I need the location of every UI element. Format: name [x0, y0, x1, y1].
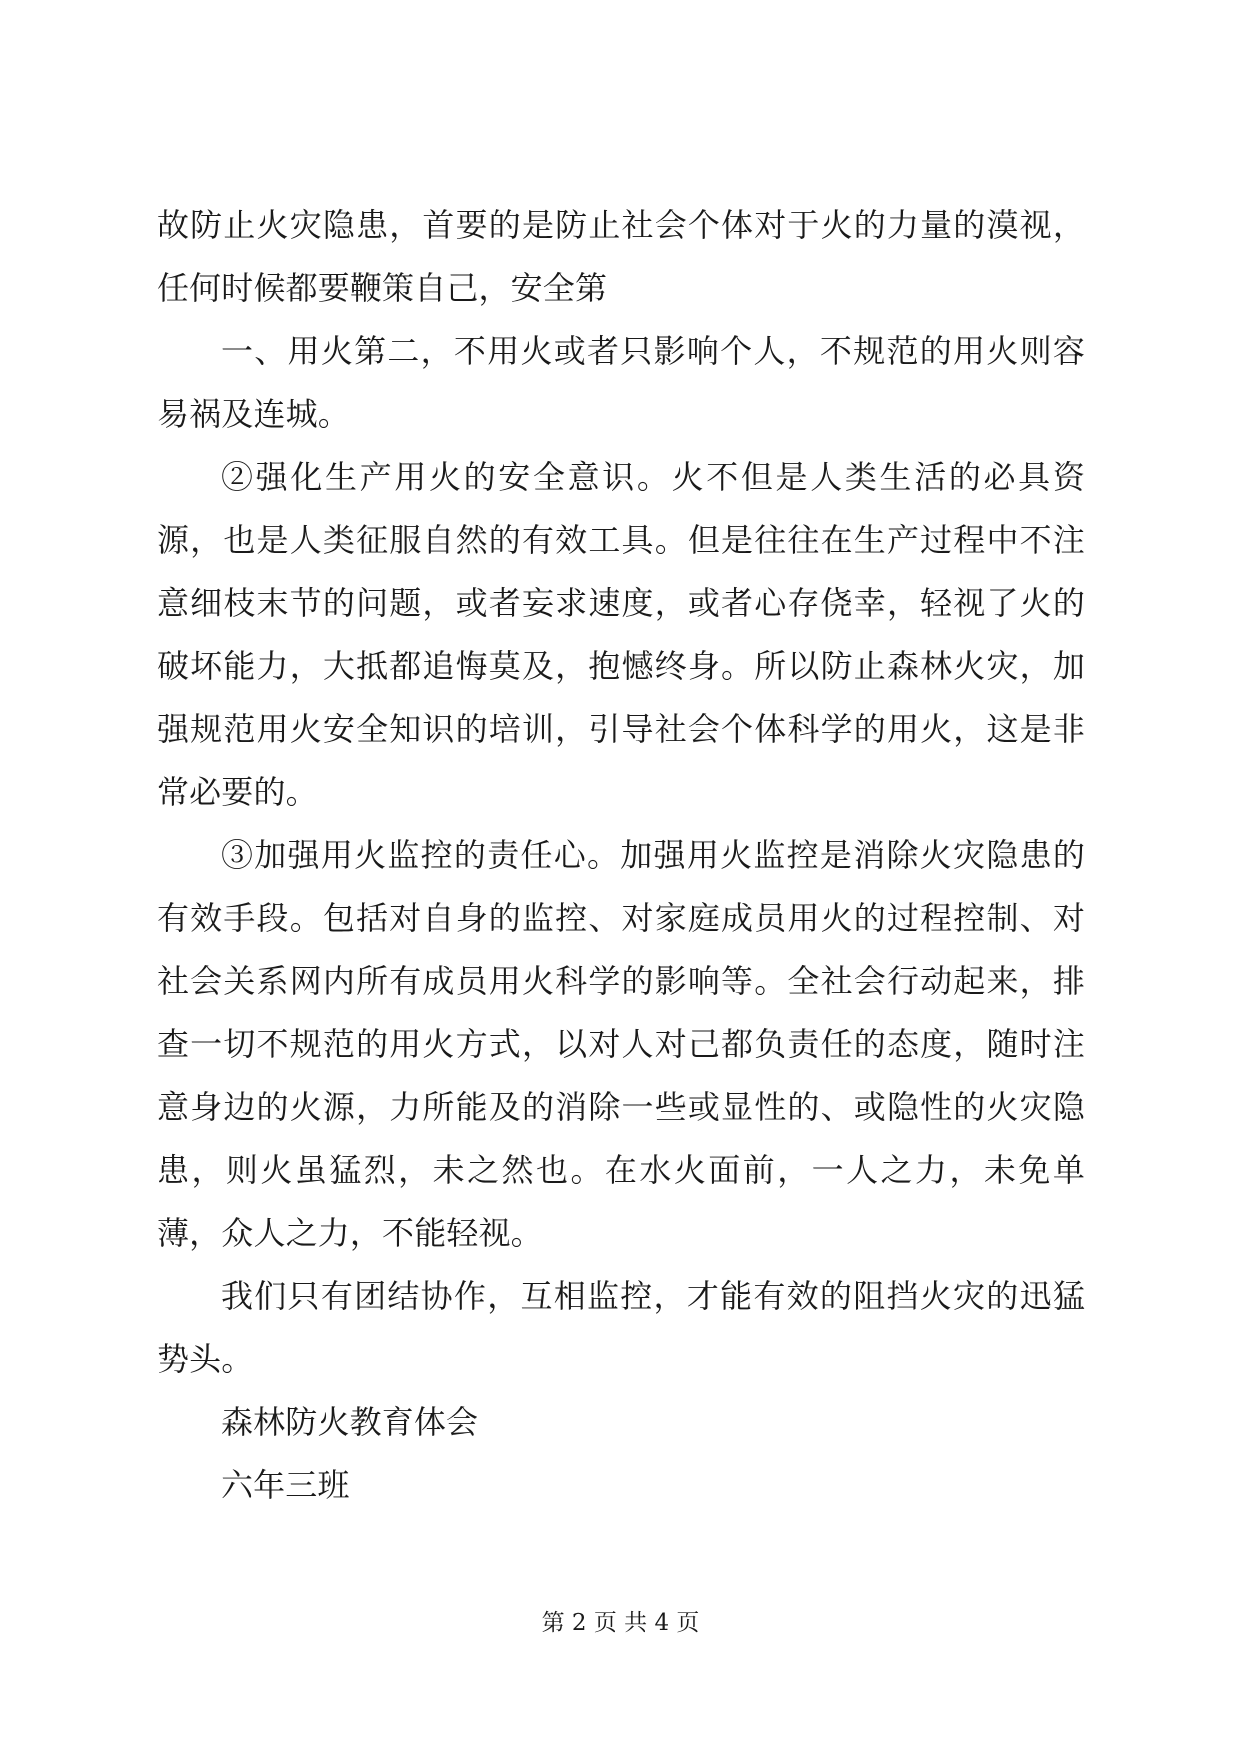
paragraph-2: 一、用火第二，不用火或者只影响个人，不规范的用火则容易祸及连城。	[157, 332, 1085, 433]
document-body	[157, 194, 1085, 1517]
paragraph-4: ③加强用火监控的责任心。加强用火监控是消除火灾隐患的有效手段。包括对自身的监控、对家庭成员用火的过程控制、对社会关系网内所有成员用火科学的影响等。全社会行动起来，排查一切不规范的用火方式，以对人对己都负责任的态度，随时注意身边的火源，力所能及的消除一些或显性的、或隐性的火灾隐患，则火虽猛烈，未之然也。在水火面前，一人之力，未免单薄，众人之力，不能轻视。	[157, 836, 1085, 1252]
class-name-line: 六年三班	[221, 1466, 350, 1504]
paragraph-1: 故防止火灾隐患，首要的是防止社会个体对于火的力量的漠视，任何时候都要鞭策自己，安全第	[157, 206, 1085, 307]
paragraph-3: ②强化生产用火的安全意识。火不但是人类生活的必具资源，也是人类征服自然的有效工具。但是往往在生产过程中不注意细枝末节的问题，或者妄求速度，或者心存侥幸，轻视了火的破坏能力，大抵都追悔莫及，抱憾终身。所以防止森林火灾，加强规范用火安全知识的培训，引导社会个体科学的用火，这是非常必要的。	[157, 458, 1085, 811]
page-number-footer: 第 2 页 共 4 页	[541, 1610, 700, 1636]
paragraph-5: 我们只有团结协作，互相监控，才能有效的阻挡火灾的迅猛势头。	[157, 1277, 1085, 1378]
essay-title-line: 森林防火教育体会	[221, 1403, 479, 1441]
